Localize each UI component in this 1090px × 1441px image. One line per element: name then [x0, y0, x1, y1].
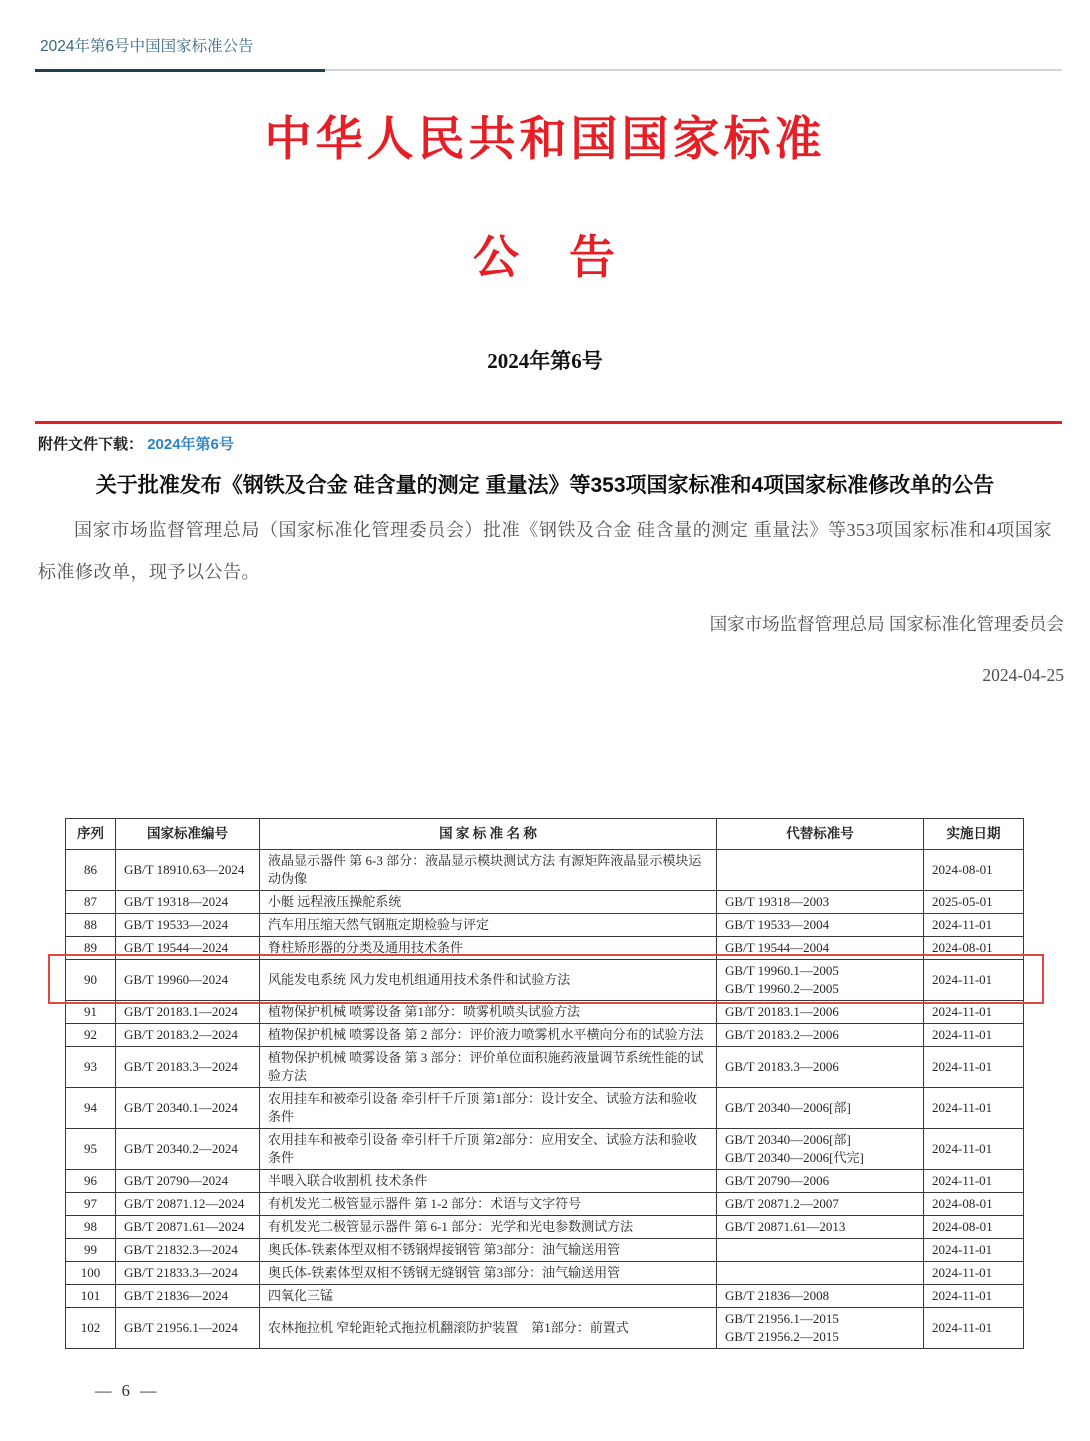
replaced-standard: GB/T 20340—2006[代完] — [725, 1150, 864, 1165]
cell-replaces — [717, 914, 924, 937]
cell-code: GB/T 20183.2—2024 — [116, 1024, 260, 1047]
cell-name: 液晶显示器件 第 6-3 部分：液晶显示模块测试方法 有源矩阵液晶显示模块运动伪像 — [260, 850, 717, 891]
cell-replaces — [717, 937, 924, 960]
cell-code: GB/T 20183.3—2024 — [116, 1047, 260, 1088]
cell-name: 有机发光二极管显示器件 第 1-2 部分：术语与文字符号 — [260, 1193, 717, 1216]
cell-name: 植物保护机械 喷雾设备 第1部分：喷雾机喷头试验方法 — [260, 1001, 717, 1024]
replaced-standard: GB/T 20871.61—2013 — [725, 1219, 846, 1234]
cell-seq: 96 — [66, 1170, 116, 1193]
cell-code: GB/T 20183.1—2024 — [116, 1001, 260, 1024]
table-header-row — [66, 819, 1024, 850]
table-row — [66, 960, 1024, 1001]
cell-name: 脊柱矫形器的分类及通用技术条件 — [260, 937, 717, 960]
cell-replaces — [717, 1088, 924, 1129]
cell-replaces — [717, 1262, 924, 1285]
cell-date: 2024-08-01 — [924, 1216, 1024, 1239]
announcement-body: 国家市场监督管理总局（国家标准化管理委员会）批准《钢铁及合金 硅含量的测定 重量法》等353项国家标准和4项国家标准修改单，现予以公告。 — [38, 520, 1052, 582]
cell-code: GB/T 21832.3—2024 — [116, 1239, 260, 1262]
header-seq: 序列 — [66, 819, 116, 850]
cell-name: 有机发光二极管显示器件 第 6-1 部分：光学和光电参数测试方法 — [260, 1216, 717, 1239]
announcement-heading: 关于批准发布《钢铁及合金 硅含量的测定 重量法》等353项国家标准和4项国家标准修改单的公告 — [95, 474, 995, 497]
cell-date: 2024-11-01 — [924, 1239, 1024, 1262]
replaced-standard: GB/T 21956.2—2015 — [725, 1329, 839, 1344]
table-row — [66, 1193, 1024, 1216]
replaced-standard: GB/T 20183.1—2006 — [725, 1004, 839, 1019]
table-row — [66, 937, 1024, 960]
cell-replaces — [717, 1216, 924, 1239]
table-row — [66, 1285, 1024, 1308]
cell-seq: 102 — [66, 1308, 116, 1349]
cell-name: 农林拖拉机 窄轮距轮式拖拉机翻滚防护装置 第1部分：前置式 — [260, 1308, 717, 1349]
replaced-standard: GB/T 20790—2006 — [725, 1173, 830, 1188]
header-underline — [40, 69, 1062, 72]
cell-replaces — [717, 1308, 924, 1349]
attachment-row — [38, 433, 1062, 454]
table-row — [66, 1308, 1024, 1349]
cell-name: 农用挂车和被牵引设备 牵引杆千斤顶 第1部分：设计安全、试验方法和验收条件 — [260, 1088, 717, 1129]
table-row — [66, 1239, 1024, 1262]
cell-code: GB/T 21956.1—2024 — [116, 1308, 260, 1349]
signature: 国家市场监督管理总局 国家标准化管理委员会 — [709, 614, 1064, 634]
cell-seq: 88 — [66, 914, 116, 937]
cell-date: 2024-11-01 — [924, 1308, 1024, 1349]
table-row — [66, 914, 1024, 937]
cell-date: 2024-08-01 — [924, 937, 1024, 960]
page-number: — 6 — — [95, 1381, 160, 1400]
cell-replaces — [717, 1001, 924, 1024]
table-row — [66, 1170, 1024, 1193]
cell-code: GB/T 19544—2024 — [116, 937, 260, 960]
replaced-standard: GB/T 19960.1—2005 — [725, 963, 839, 978]
table-row — [66, 1088, 1024, 1129]
cell-code: GB/T 20871.12—2024 — [116, 1193, 260, 1216]
cell-name: 农用挂车和被牵引设备 牵引杆千斤顶 第2部分：应用安全、试验方法和验收条件 — [260, 1129, 717, 1170]
cell-name: 植物保护机械 喷雾设备 第 2 部分：评价液力喷雾机水平横向分布的试验方法 — [260, 1024, 717, 1047]
standards-table — [65, 818, 1024, 1349]
cell-seq: 93 — [66, 1047, 116, 1088]
replaced-standard: GB/T 21956.1—2015 — [725, 1311, 839, 1326]
cell-date: 2024-11-01 — [924, 960, 1024, 1001]
cell-date: 2024-11-01 — [924, 1262, 1024, 1285]
cell-date: 2024-11-01 — [924, 1047, 1024, 1088]
cell-name: 小艇 远程液压操舵系统 — [260, 891, 717, 914]
table-row — [66, 850, 1024, 891]
cell-name: 汽车用压缩天然气钢瓶定期检验与评定 — [260, 914, 717, 937]
cell-code: GB/T 19533—2024 — [116, 914, 260, 937]
replaced-standard: GB/T 19544—2004 — [725, 940, 830, 955]
header-underline-dark — [35, 69, 325, 72]
cell-seq: 87 — [66, 891, 116, 914]
page-header — [0, 0, 1090, 72]
cell-code: GB/T 20790—2024 — [116, 1170, 260, 1193]
cell-date: 2024-08-01 — [924, 1193, 1024, 1216]
cell-replaces — [717, 1170, 924, 1193]
cell-code: GB/T 20871.61—2024 — [116, 1216, 260, 1239]
red-divider — [35, 421, 1062, 424]
cell-date: 2024-08-01 — [924, 850, 1024, 891]
announcement-subtitle: 公 告 — [473, 232, 617, 283]
cell-seq: 95 — [66, 1129, 116, 1170]
announcement-title: 中华人民共和国国家标准 — [264, 114, 826, 166]
cell-seq: 89 — [66, 937, 116, 960]
replaced-standard: GB/T 20340—2006[部] — [725, 1100, 851, 1115]
replaced-standard: GB/T 19533—2004 — [725, 917, 830, 932]
cell-seq: 92 — [66, 1024, 116, 1047]
replaced-standard: GB/T 19318—2003 — [725, 894, 830, 909]
cell-code: GB/T 18910.63—2024 — [116, 850, 260, 891]
cell-code: GB/T 21833.3—2024 — [116, 1262, 260, 1285]
table-row — [66, 1001, 1024, 1024]
cell-replaces — [717, 850, 924, 891]
cell-replaces — [717, 1193, 924, 1216]
cell-name: 半喂入联合收割机 技术条件 — [260, 1170, 717, 1193]
cell-replaces — [717, 960, 924, 1001]
header-date: 实施日期 — [924, 819, 1024, 850]
cell-date: 2024-11-01 — [924, 1285, 1024, 1308]
cell-code: GB/T 21836—2024 — [116, 1285, 260, 1308]
cell-seq: 101 — [66, 1285, 116, 1308]
announcement-date: 2024-04-25 — [982, 665, 1064, 685]
cell-name: 四氧化三锰 — [260, 1285, 717, 1308]
replaced-standard: GB/T 20340—2006[部] — [725, 1132, 851, 1147]
header-name: 国 家 标 准 名 称 — [260, 819, 717, 850]
cell-seq: 100 — [66, 1262, 116, 1285]
replaced-standard: GB/T 20871.2—2007 — [725, 1196, 839, 1211]
attachment-link[interactable]: 2024年第6号 — [147, 436, 234, 453]
cell-name: 植物保护机械 喷雾设备 第 3 部分：评价单位面积施药液量调节系统性能的试验方法 — [260, 1047, 717, 1088]
cell-date: 2024-11-01 — [924, 1129, 1024, 1170]
cell-date: 2024-11-01 — [924, 914, 1024, 937]
cell-name: 奥氏体-铁素体型双相不锈钢无缝钢管 第3部分：油气输送用管 — [260, 1262, 717, 1285]
cell-seq: 86 — [66, 850, 116, 891]
cell-name: 风能发电系统 风力发电机组通用技术条件和试验方法 — [260, 960, 717, 1001]
cell-date: 2024-11-01 — [924, 1001, 1024, 1024]
cell-code: GB/T 19960—2024 — [116, 960, 260, 1001]
cell-seq: 97 — [66, 1193, 116, 1216]
cell-seq: 91 — [66, 1001, 116, 1024]
breadcrumb: 2024年第6号中国国家标准公告 — [40, 38, 254, 55]
cell-replaces — [717, 1024, 924, 1047]
cell-replaces — [717, 1239, 924, 1262]
standards-table-body — [66, 850, 1024, 1349]
cell-date: 2025-05-01 — [924, 891, 1024, 914]
cell-code: GB/T 20340.2—2024 — [116, 1129, 260, 1170]
header-replaces: 代替标准号 — [717, 819, 924, 850]
cell-name: 奥氏体-铁素体型双相不锈钢焊接钢管 第3部分：油气输送用管 — [260, 1239, 717, 1262]
replaced-standard: GB/T 21836—2008 — [725, 1288, 830, 1303]
cell-replaces — [717, 891, 924, 914]
cell-date: 2024-11-01 — [924, 1170, 1024, 1193]
cell-seq: 90 — [66, 960, 116, 1001]
cell-date: 2024-11-01 — [924, 1088, 1024, 1129]
cell-replaces — [717, 1285, 924, 1308]
replaced-standard: GB/T 20183.2—2006 — [725, 1027, 839, 1042]
table-row — [66, 1047, 1024, 1088]
table-row — [66, 1262, 1024, 1285]
issue-number: 2024年第6号 — [487, 349, 603, 373]
table-wrap — [65, 818, 1023, 1349]
replaced-standard: GB/T 20183.3—2006 — [725, 1059, 839, 1074]
cell-code: GB/T 19318—2024 — [116, 891, 260, 914]
cell-replaces — [717, 1047, 924, 1088]
cell-seq: 98 — [66, 1216, 116, 1239]
replaced-standard: GB/T 19960.2—2005 — [725, 981, 839, 996]
cell-seq: 94 — [66, 1088, 116, 1129]
table-row — [66, 891, 1024, 914]
cell-seq: 99 — [66, 1239, 116, 1262]
cell-code: GB/T 20340.1—2024 — [116, 1088, 260, 1129]
table-row — [66, 1024, 1024, 1047]
table-row — [66, 1216, 1024, 1239]
header-code: 国家标准编号 — [116, 819, 260, 850]
cell-replaces — [717, 1129, 924, 1170]
attachment-label: 附件文件下载： — [38, 436, 144, 453]
cell-date: 2024-11-01 — [924, 1024, 1024, 1047]
table-row — [66, 1129, 1024, 1170]
